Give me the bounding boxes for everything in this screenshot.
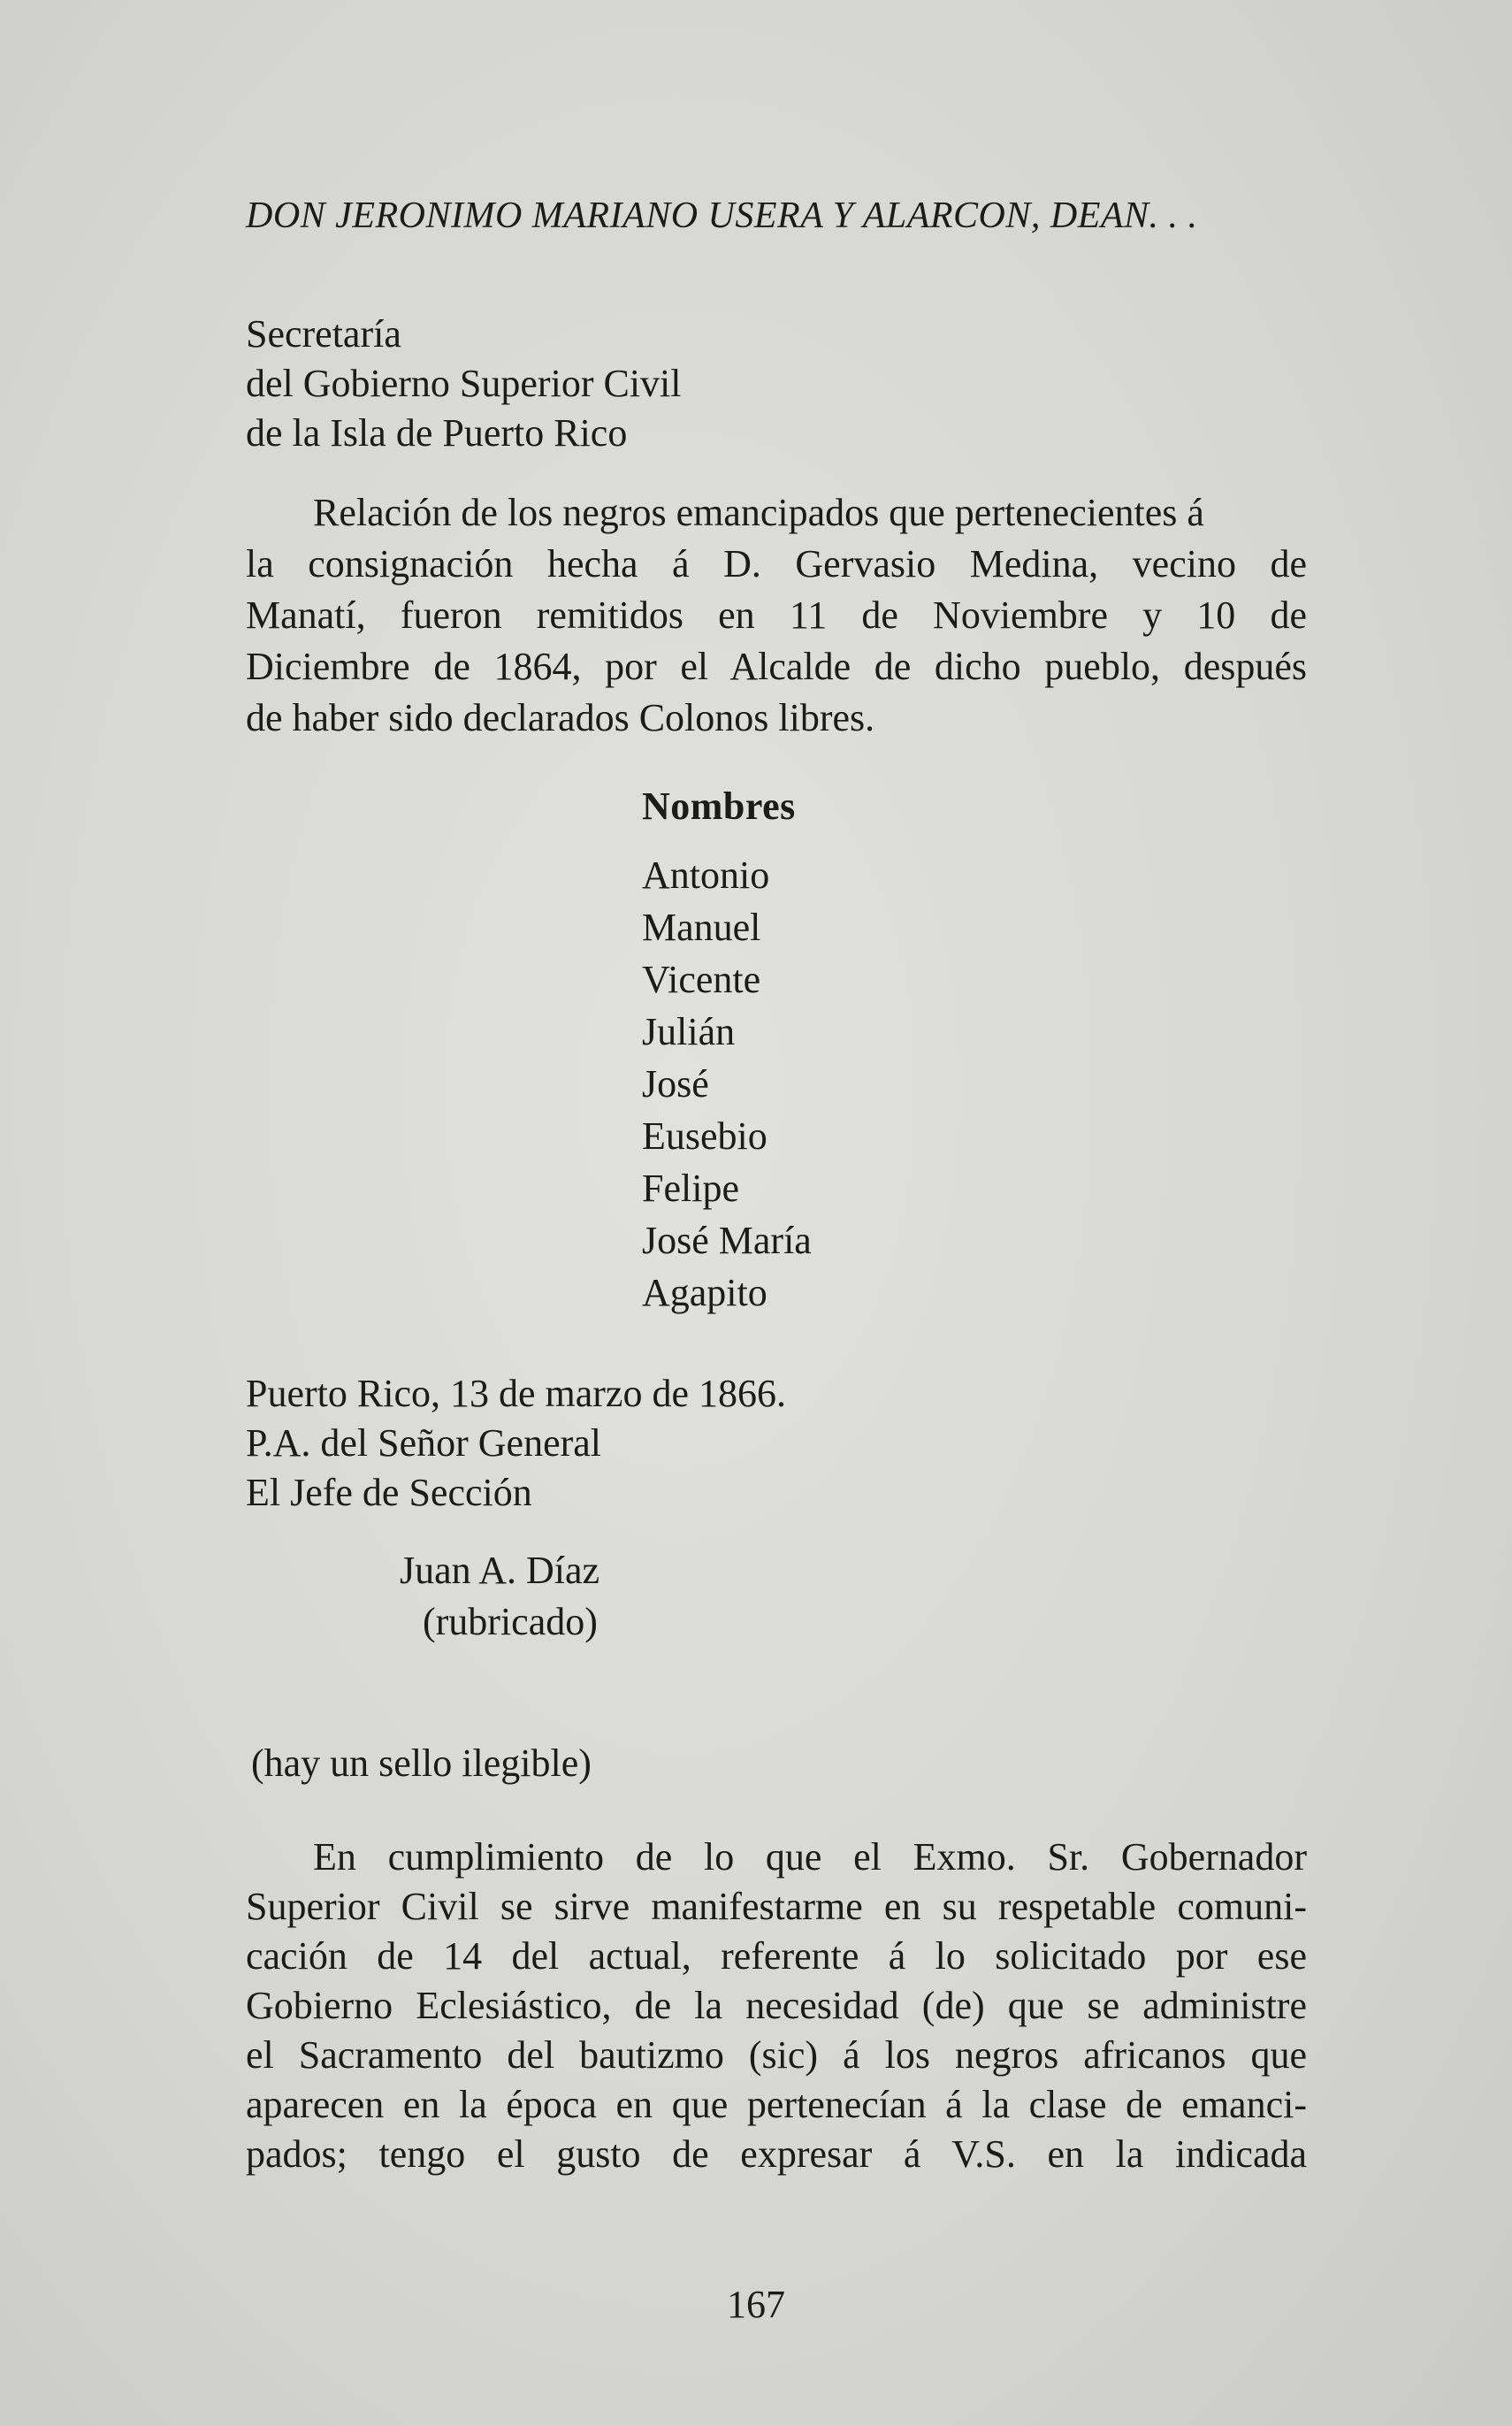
list-item: Eusebio (642, 1114, 767, 1158)
paragraph-line: aparecen en la época en que pertenecían á la clase de emanci- (246, 2083, 1307, 2126)
paragraph-line: cación de 14 del actual, referente á lo solicitado por ese (246, 1934, 1307, 1978)
seal-note: (hay un sello ilegible) (251, 1741, 592, 1785)
paragraph-line: Gobierno Eclesiástico, de la necesidad (de) que se administre (246, 1984, 1307, 2027)
paragraph-line: Manatí, fueron remitidos en 11 de Noviembre y 10 de (246, 593, 1307, 637)
office-header-line: del Gobierno Superior Civil (246, 362, 682, 405)
list-item: Felipe (642, 1167, 739, 1210)
paragraph-line: Diciembre de 1864, por el Alcalde de dicho pueblo, después (246, 645, 1307, 688)
list-item: José María (642, 1219, 812, 1262)
names-heading: Nombres (642, 784, 796, 828)
list-item: José (642, 1062, 709, 1106)
list-item: Julián (642, 1010, 736, 1053)
paragraph-line: pados; tengo el gusto de expresar á V.S. en la indicada (246, 2132, 1307, 2176)
signature-note: (rubricado) (423, 1600, 598, 1643)
closing-line: P.A. del Señor General (246, 1421, 602, 1465)
names-list (642, 849, 812, 1319)
paragraph-line: Relación de los negros emancipados que pertenecientes á (313, 491, 1204, 534)
page-number: 167 (727, 2283, 785, 2326)
paragraph-line: En cumplimiento de lo que el Exmo. Sr. Gobernador (313, 1835, 1307, 1879)
running-head: DON JERONIMO MARIANO USERA Y ALARCON, DEAN. . . (246, 195, 1198, 236)
paragraph-line: el Sacramento del bautizmo (sic) á los negros africanos que (246, 2033, 1307, 2077)
list-item: Antonio (642, 853, 770, 897)
list-item: Agapito (642, 1271, 767, 1314)
paragraph-line: Superior Civil se sirve manifestarme en su respetable comuni- (246, 1885, 1307, 1928)
office-header-line: de la Isla de Puerto Rico (246, 411, 628, 455)
paragraph-line: de haber sido declarados Colonos libres. (246, 696, 875, 739)
list-item: Manuel (642, 906, 761, 949)
list-item: Vicente (642, 958, 761, 1001)
closing-line: Puerto Rico, 13 de marzo de 1866. (246, 1372, 786, 1415)
paragraph-line: la consignación hecha á D. Gervasio Medina, vecino de (246, 542, 1307, 585)
signature-name: Juan A. Díaz (400, 1549, 600, 1592)
office-header-line: Secretaría (246, 312, 401, 356)
closing-line: El Jefe de Sección (246, 1471, 532, 1514)
